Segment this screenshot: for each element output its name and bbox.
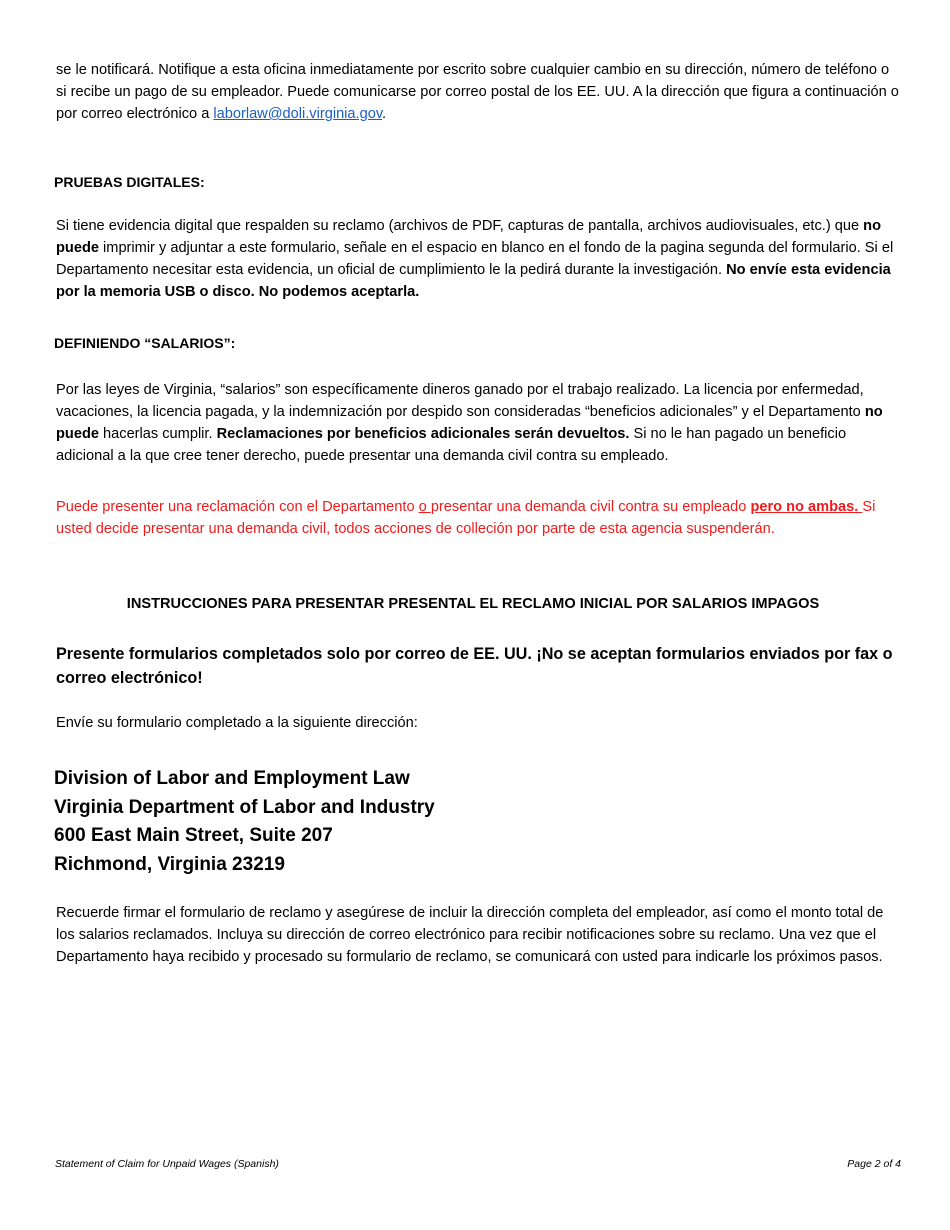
footer-page-number: Page 2 of 4 bbox=[847, 1158, 901, 1170]
address-line-3: 600 East Main Street, Suite 207 bbox=[54, 825, 333, 846]
address-line-4: Richmond, Virginia 23219 bbox=[54, 853, 285, 875]
submission-notice: Presente formularios completados solo por correo de EE. UU. ¡No se aceptan formularios enviados por fax o correo electrónico! bbox=[56, 645, 893, 687]
instructions-title: INSTRUCCIONES PARA PRESENTAR PRESENTAL EL RECLAMO INICIAL POR SALARIOS IMPAGOS bbox=[126, 596, 820, 612]
wages-heading: DEFINIENDO “SALARIOS”: bbox=[54, 335, 236, 351]
wages-paragraph: Por las leyes de Virginia, “salarios” son específicamente dineros ganado por el trabajo realizado. La licencia por enfermedad, vacaciones, la licencia pagada, y la indemnización por despido son consideradas “beneficios adicionales” y el Departamento no puede hacerlas cumplir. Reclamaciones por beneficios adicionales serán devueltos. Si no le han pagado un beneficio adicional a la que cree tener derecho, puede presentar una demanda civil contra su empleado. bbox=[56, 382, 883, 464]
send-to-label: Envíe su formulario completado a la siguiente dirección: bbox=[56, 715, 418, 731]
footer-form-name: Statement of Claim for Unpaid Wages (Spanish) bbox=[55, 1158, 279, 1170]
intro-paragraph: se le notificará. Notifique a esta oficina inmediatamente por escrito sobre cualquier cambio en su dirección, número de teléfono o si recibe un pago de su empleador. Puede comunicarse por correo postal de los EE. UU. A la dirección que figura a continuación o por correo electrónico a laborlaw@doli.virginia.gov. bbox=[56, 62, 899, 122]
warning-paragraph: Puede presenter una reclamación con el Departamento o presentar una demanda civil contra su empleado pero no ambas. Si usted decide presentar una demanda civil, todos acciones de colleción por parte de esta agencia suspenderán. bbox=[56, 499, 876, 537]
address-line-1: Division of Labor and Employment Law bbox=[54, 768, 410, 789]
digital-evidence-heading: PRUEBAS DIGITALES: bbox=[54, 174, 205, 190]
address-line-2: Virginia Department of Labor and Industry bbox=[54, 796, 435, 818]
reminder-paragraph: Recuerde firmar el formulario de reclamo y asegúrese de incluir la dirección completa del empleador, así como el monto total de los salarios reclamados. Incluya su dirección de correo electrónico para recibir notificaciones sobre su reclamo. Una vez que el Departamento haya recibido y procesado su formulario de reclamo, se comunicará con usted para indicarle los próximos pasos. bbox=[56, 905, 884, 965]
email-link[interactable]: laborlaw@doli.virginia.gov bbox=[213, 106, 383, 122]
digital-evidence-paragraph: Si tiene evidencia digital que respalden su reclamo (archivos de PDF, capturas de pantalla, archivos audiovisuales, etc.) que no puede imprimir y adjuntar a este formulario, señale en el espacio en blanco en el fondo de la pagina segunda del formulario. Si el Departamento necesitar esta evidencia, un oficial de cumplimiento le la pedirá durante la investigación. No envíe esta evidencia por la memoria USB o disco. No podemos aceptarla. bbox=[56, 218, 894, 300]
mailing-address bbox=[54, 765, 899, 879]
